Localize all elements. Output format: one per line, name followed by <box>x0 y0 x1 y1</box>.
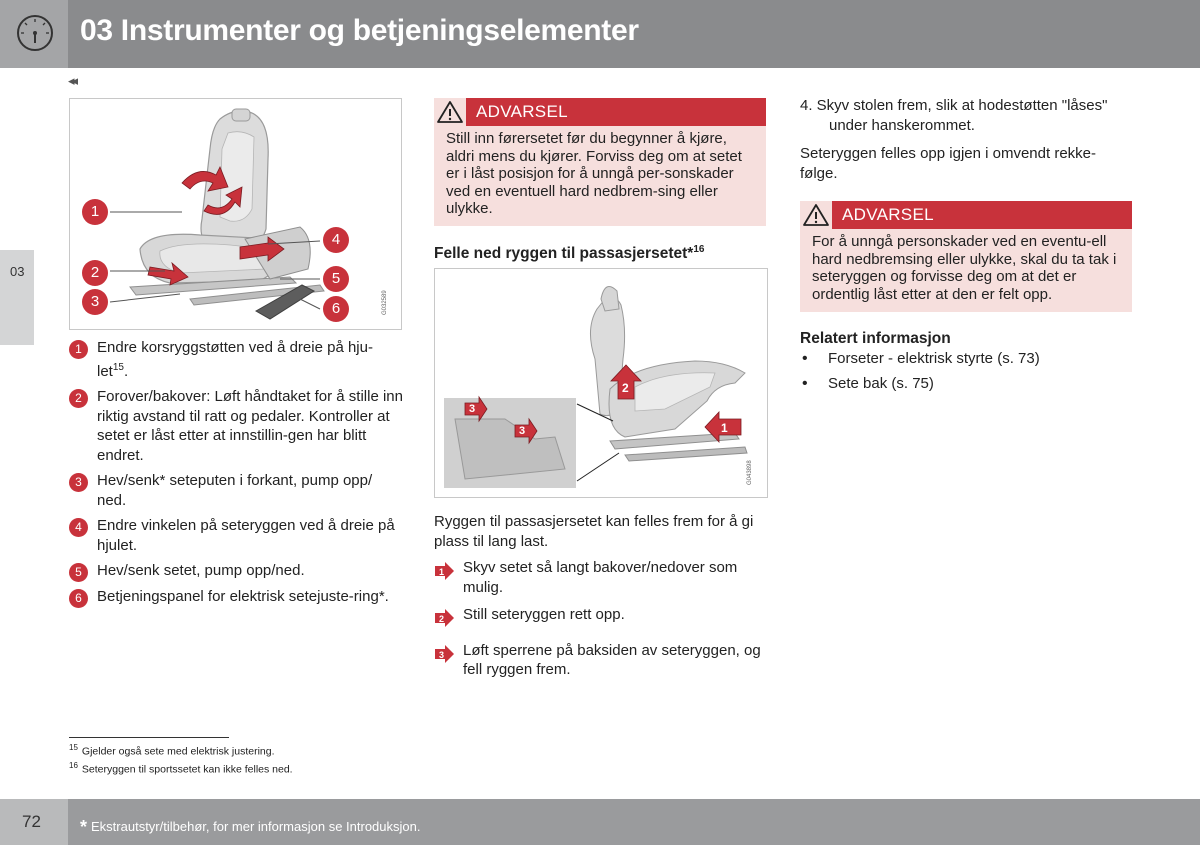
footnote-text: Seteryggen til sportssetet kan ikke felles ned. <box>81 763 293 775</box>
fold-step-4: 4. Skyv stolen frem, slik at hodestøtten "låses" under hanskerommet. <box>800 97 1108 134</box>
footer-note-text: Ekstrautstyr/tilbehør, for mer informasjon se Introduksjon. <box>91 819 421 834</box>
list-item <box>69 338 404 381</box>
figure-callout-3: 3 <box>519 425 526 437</box>
page-number: 72 <box>22 812 41 831</box>
item-text: Betjeningspanel for elektrisk setejuste-ring*. <box>97 587 389 605</box>
footer-note <box>80 815 420 836</box>
fold-reverse-text: Seteryggen felles opp igjen i omvendt rekke-følge. <box>800 145 1097 182</box>
list-item <box>69 587 404 607</box>
chapter-icon-box <box>0 0 68 68</box>
chapter-side-tab[interactable] <box>0 250 34 345</box>
figure-callout-5: 5 <box>323 266 349 292</box>
list-item <box>69 516 404 555</box>
item-number-badge: 3 <box>69 473 88 492</box>
passenger-seat-fold-figure <box>434 268 768 498</box>
warning-box <box>434 98 766 226</box>
footnote-number: 15 <box>69 743 78 752</box>
warning-triangle-box <box>434 98 466 126</box>
related-link[interactable]: • Forseter - elektrisk styrte (s. 73) <box>800 349 1040 369</box>
item-text-tail: . <box>123 362 129 380</box>
page-number-box <box>0 799 68 845</box>
warning-header <box>800 201 1132 229</box>
list-item <box>69 561 404 581</box>
warning-title: ADVARSEL <box>476 102 568 121</box>
figure-callout-3: 3 <box>469 403 476 415</box>
warning-box <box>800 201 1132 312</box>
figure-callout-1: 1 <box>721 421 728 435</box>
list-item <box>69 471 404 510</box>
item-text: Forover/bakover: Løft håndtaket for å stille inn riktig avstand til ratt og pedaler. Kontroller at setet er låst etter at innstillin-gen har blitt endret. <box>97 388 403 464</box>
page-header <box>0 0 1200 68</box>
item-number-badge: 6 <box>69 589 88 608</box>
item-text: Hev/senk* seteputen i forkant, pump opp/ ned. <box>97 472 373 509</box>
speedometer-icon <box>16 14 54 52</box>
related-links-list <box>800 349 1040 398</box>
svg-text:2: 2 <box>439 614 445 624</box>
item-number-badge: 1 <box>69 340 88 359</box>
item-number-badge: 2 <box>69 389 88 408</box>
item-text: Endre vinkelen på seteryggen ved å dreie på hjulet. <box>97 517 395 554</box>
figure-callout-6: 6 <box>323 296 349 322</box>
footnote <box>69 741 293 759</box>
fold-steps-list <box>434 558 769 688</box>
step-item <box>434 605 769 625</box>
footnote-ref[interactable]: 16 <box>693 244 705 255</box>
item-number-badge: 5 <box>69 563 88 582</box>
asterisk-icon: * <box>80 817 88 837</box>
related-link[interactable]: • Sete bak (s. 75) <box>800 374 1040 394</box>
step-text: Still seteryggen rett opp. <box>463 606 625 623</box>
item-number-badge: 4 <box>69 518 88 537</box>
warning-title: ADVARSEL <box>842 205 934 224</box>
passenger-seat-illustration <box>435 269 767 497</box>
warning-triangle-icon <box>434 98 466 126</box>
step-1-arrow-icon <box>434 562 455 580</box>
figure-callout-1: 1 <box>82 199 108 225</box>
figure-callout-2: 2 <box>622 381 629 395</box>
chapter-tab-label: 03 <box>10 264 25 279</box>
back-navigation-icon[interactable]: ◂◂ <box>68 73 76 88</box>
footnote-divider <box>69 737 229 738</box>
section-heading <box>434 244 704 263</box>
item-text: Hev/senk setet, pump opp/ned. <box>97 562 305 579</box>
step-3-arrow-icon <box>434 645 455 663</box>
step-item <box>434 558 769 597</box>
figure-callout-4: 4 <box>323 227 349 253</box>
seat-illustration <box>70 99 401 329</box>
fold-intro-text: Ryggen til passasjersetet kan felles frem for å gi plass til lang last. <box>434 513 754 550</box>
item-text: Endre korsryggstøtten ved å dreie på hju-let <box>97 339 373 380</box>
svg-text:1: 1 <box>439 567 445 577</box>
figure-code: G043898 <box>747 460 753 485</box>
footnote-text: Gjelder også sete med elektrisk justering. <box>81 745 275 758</box>
footnotes <box>69 741 293 776</box>
warning-triangle-icon <box>800 201 832 229</box>
footnote-number: 16 <box>69 760 78 770</box>
svg-text:3: 3 <box>439 649 445 660</box>
warning-text: For å unngå personskader ved en eventu-ell hard nedbremsing eller ulykke, skal du ta tak i seteryggen og forvisse deg om at det er ordentlig låst etter at den er felt opp. <box>812 233 1117 303</box>
chapter-title: 03 Instrumenter og betjeningselementer <box>80 14 639 47</box>
step-text: Skyv setet så langt bakover/nedover som mulig. <box>463 559 738 596</box>
warning-triangle-box <box>800 201 832 229</box>
warning-header <box>434 98 766 126</box>
warning-text: Still inn førersetet før du begynner å kjøre, aldri mens du kjører. Forviss deg om at setet er i låst posisjon for å unngå per-sonskader ved en eventuell hard nedbrem-sing eller ulykke. <box>446 130 742 217</box>
related-info-heading: Relatert informasjon <box>800 330 951 347</box>
footnote-ref[interactable]: 15 <box>112 361 124 373</box>
figure-callout-3: 3 <box>82 289 108 315</box>
footnote <box>69 759 293 777</box>
step-item <box>434 641 769 680</box>
step-2-arrow-icon <box>434 609 455 627</box>
figure-callout-2: 2 <box>82 260 108 286</box>
figure-code: G032589 <box>382 290 388 315</box>
seat-controls-figure <box>69 98 402 330</box>
seat-adjustment-list <box>69 338 404 612</box>
page-footer <box>0 799 1200 845</box>
list-item <box>69 387 404 465</box>
section-heading-text: Felle ned ryggen til passasjersetet* <box>434 245 694 263</box>
step-text: Løft sperrene på baksiden av seteryggen, og fell ryggen frem. <box>463 641 761 678</box>
